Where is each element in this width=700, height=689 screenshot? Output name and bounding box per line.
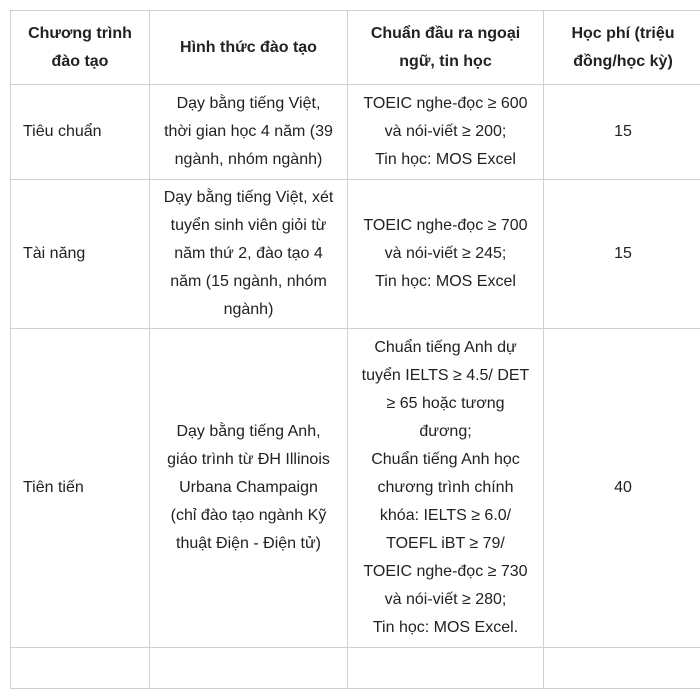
header-line: ngữ, tin học (354, 48, 537, 76)
cell-line: Tin học: MOS Excel (354, 146, 537, 174)
content-area (10, 10, 700, 689)
cell-line: ngành) (156, 296, 341, 324)
table-row (11, 85, 700, 180)
cell-line: đương; (354, 418, 537, 446)
cell-output-standard (348, 329, 544, 648)
cell-program: Tiên tiến (11, 329, 150, 648)
cell-tuition: 15 (544, 180, 700, 329)
cell-line: chương trình chính (354, 474, 537, 502)
cell-line: và nói-viết ≥ 245; (354, 240, 537, 268)
cell-line: tuyển IELTS ≥ 4.5/ DET (354, 362, 537, 390)
cell-line: và nói-viết ≥ 200; (354, 118, 537, 146)
table-header-row (11, 11, 700, 85)
cell-format (150, 85, 348, 180)
cell-tuition: 15 (544, 85, 700, 180)
cell-line: Urbana Champaign (156, 474, 341, 502)
cell-line: năm thứ 2, đào tạo 4 (156, 240, 341, 268)
cell-line: và nói-viết ≥ 280; (354, 586, 537, 614)
cell-line: tuyển sinh viên giỏi từ (156, 212, 341, 240)
header-program (11, 11, 150, 85)
cell-line: Tin học: MOS Excel (354, 268, 537, 296)
cell-line: ngành, nhóm ngành) (156, 146, 341, 174)
header-line: Học phí (triệu (550, 20, 696, 48)
cell-line: TOEFL iBT ≥ 79/ (354, 530, 537, 558)
cell-format (150, 329, 348, 648)
cell-line: Tin học: MOS Excel. (354, 614, 537, 642)
cell-output-standard (348, 85, 544, 180)
header-line: đào tạo (17, 48, 143, 76)
header-tuition (544, 11, 700, 85)
header-format (150, 11, 348, 85)
cell-line: Dạy bằng tiếng Việt, (156, 90, 341, 118)
cell-program: Tài năng (11, 180, 150, 329)
header-line: Chương trình (17, 20, 143, 48)
cell-line: Chuẩn tiếng Anh học (354, 446, 537, 474)
cell-line: khóa: IELTS ≥ 6.0/ (354, 502, 537, 530)
cell-line: Dạy bằng tiếng Anh, (156, 418, 341, 446)
table-row-partial (11, 648, 700, 689)
header-line: Hình thức đào tạo (156, 34, 341, 62)
table-row (11, 329, 700, 648)
cell-line: Dạy bằng tiếng Việt, xét (156, 184, 341, 212)
cell-line: TOEIC nghe-đọc ≥ 730 (354, 558, 537, 586)
cell-program: Tiêu chuẩn (11, 85, 150, 180)
cell-output-standard (348, 180, 544, 329)
cell-empty (348, 648, 544, 689)
cell-line: Chuẩn tiếng Anh dự (354, 334, 537, 362)
cell-empty (11, 648, 150, 689)
cell-line: ≥ 65 hoặc tương (354, 390, 537, 418)
header-line: đồng/học kỳ) (550, 48, 696, 76)
cell-line: TOEIC nghe-đọc ≥ 700 (354, 212, 537, 240)
table-row (11, 180, 700, 329)
cell-line: giáo trình từ ĐH Illinois (156, 446, 341, 474)
cell-line: thời gian học 4 năm (39 (156, 118, 341, 146)
cell-tuition: 40 (544, 329, 700, 648)
cell-empty (544, 648, 700, 689)
cell-line: năm (15 ngành, nhóm (156, 268, 341, 296)
training-programs-table (10, 10, 700, 689)
header-line: Chuẩn đầu ra ngoại (354, 20, 537, 48)
cell-line: (chỉ đào tạo ngành Kỹ (156, 502, 341, 530)
cell-line: thuật Điện - Điện tử) (156, 530, 341, 558)
cell-format (150, 180, 348, 329)
cell-empty (150, 648, 348, 689)
header-output-standard (348, 11, 544, 85)
cell-line: TOEIC nghe-đọc ≥ 600 (354, 90, 537, 118)
